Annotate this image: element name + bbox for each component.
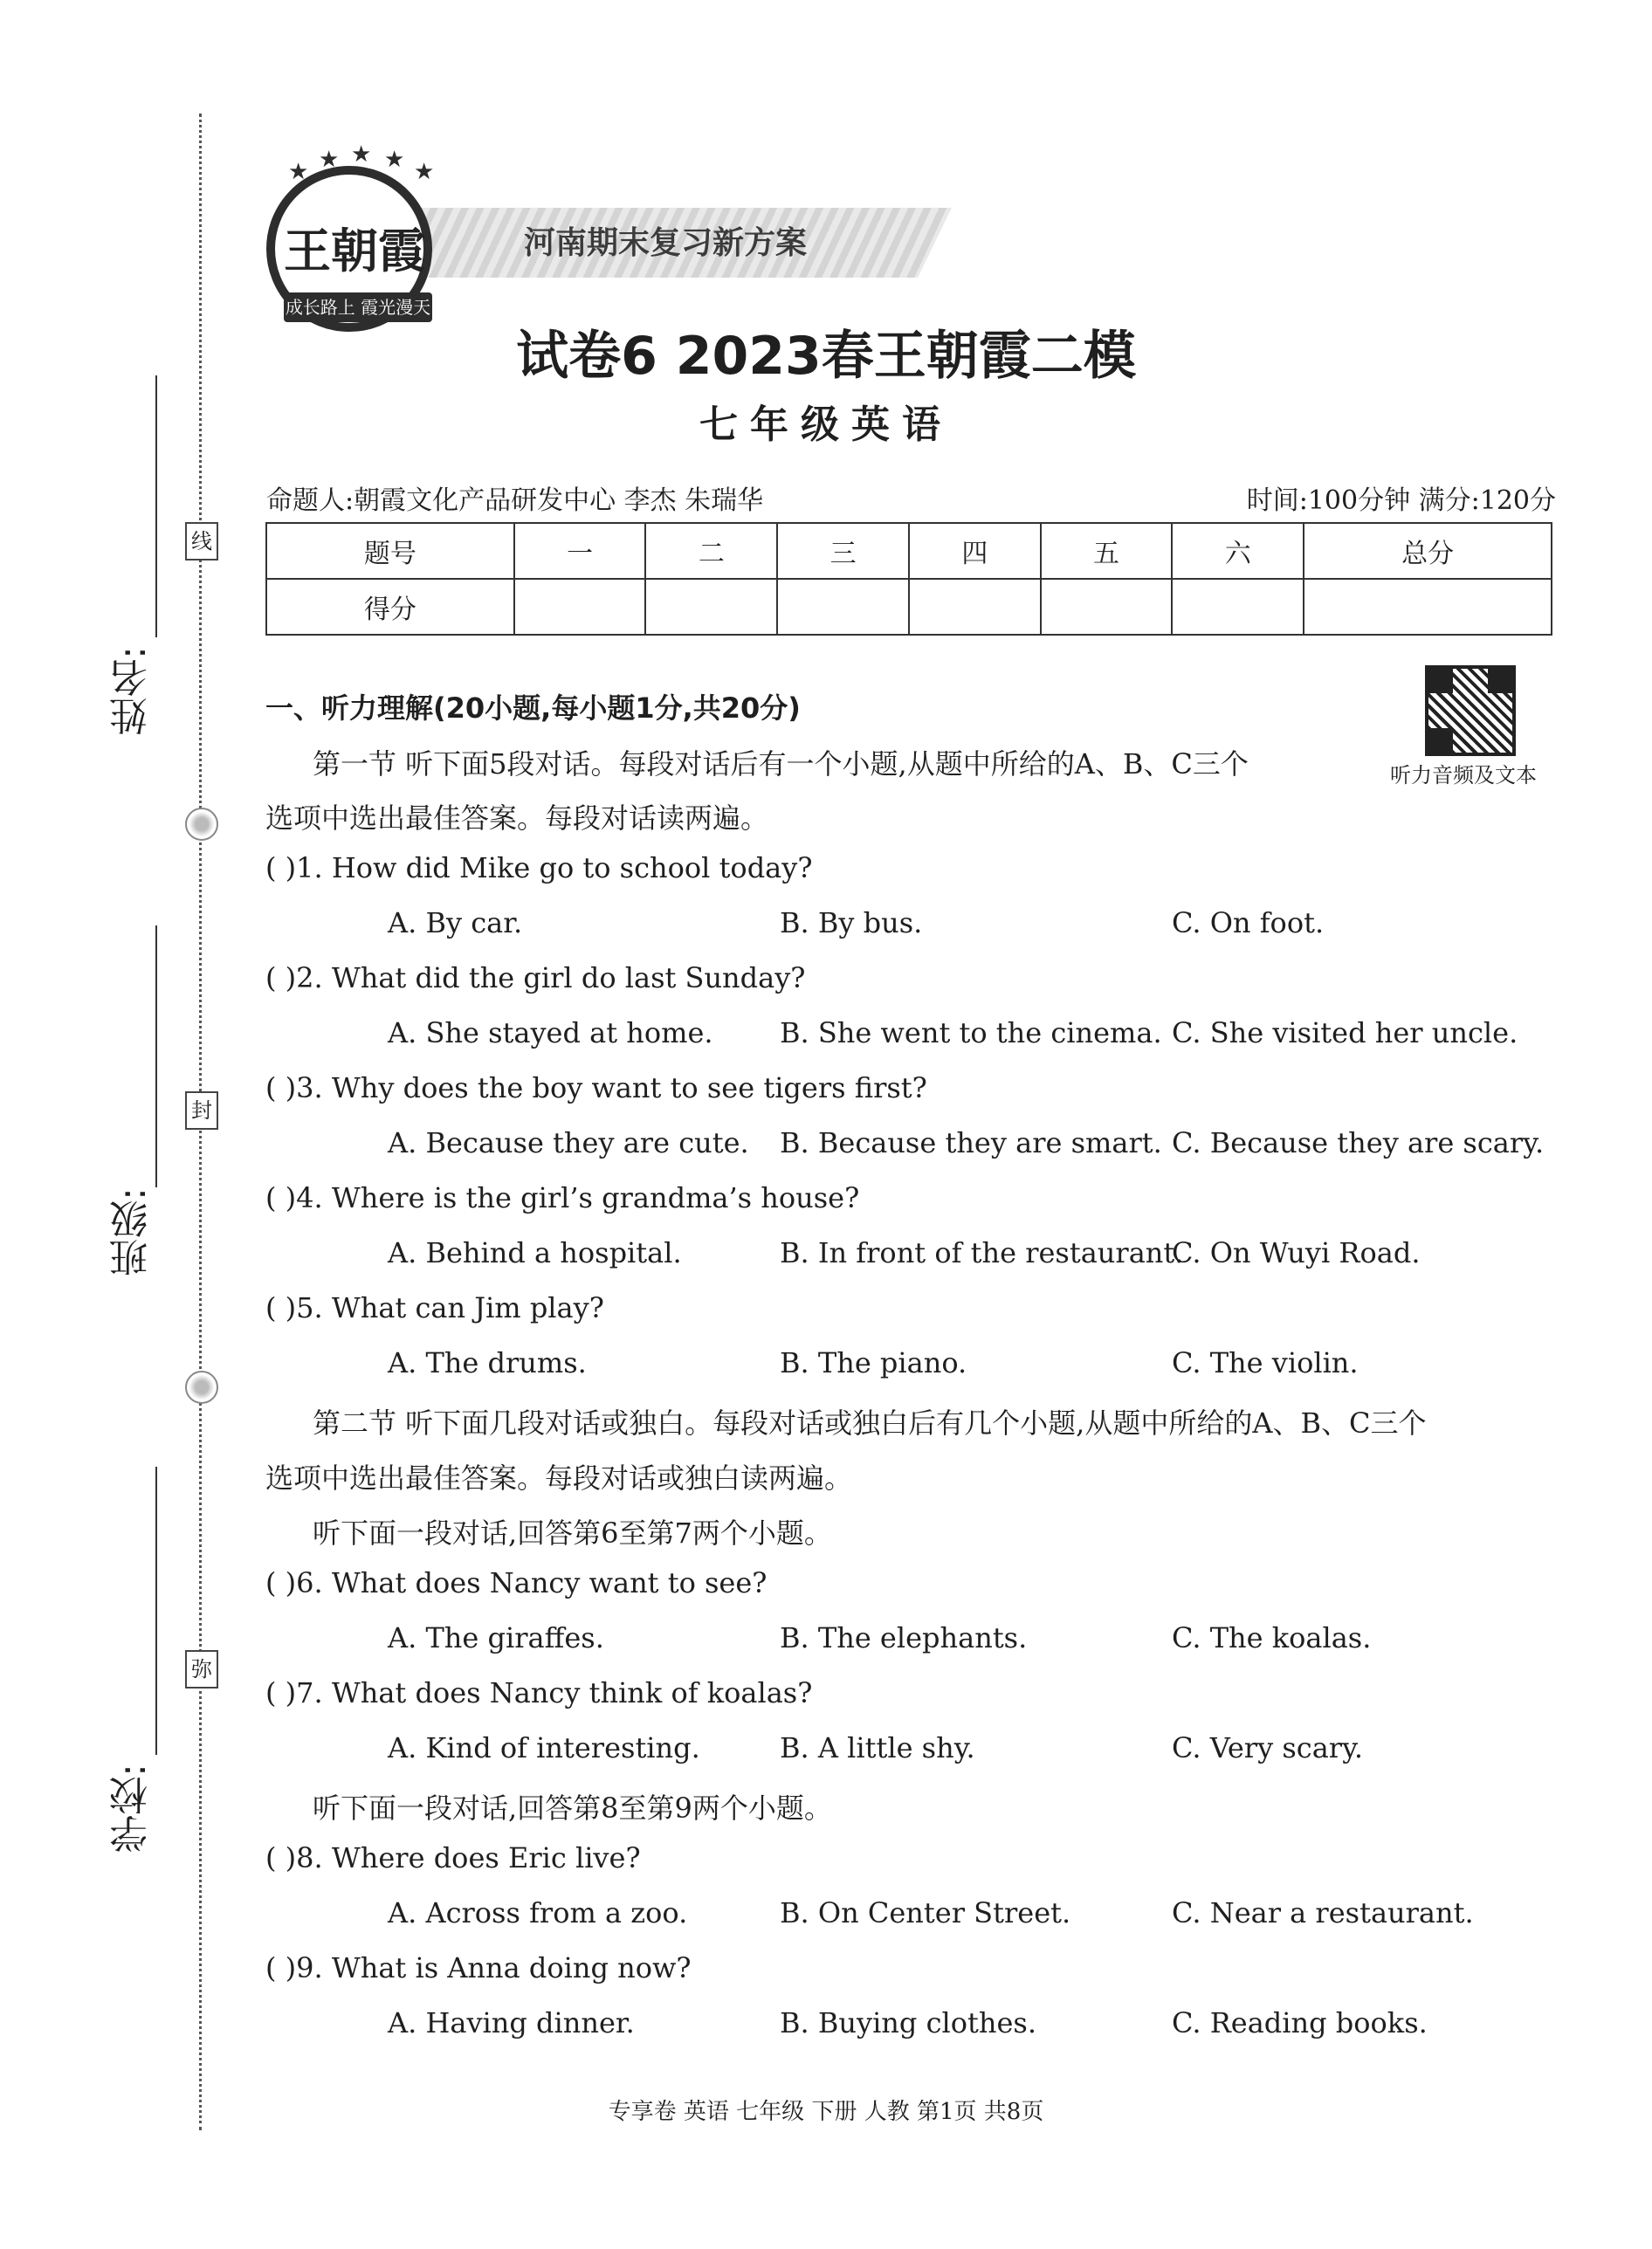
- option-3a[interactable]: A. Because they are cute.: [388, 1126, 749, 1159]
- margin-mark-seal: 封: [185, 1091, 218, 1130]
- option-7a[interactable]: A. Kind of interesting.: [388, 1731, 700, 1764]
- option-8b[interactable]: B. On Center Street.: [780, 1896, 1071, 1929]
- part2-instruction: 第二节 听下面几段对话或独白。每段对话或独白后有几个小题,从题中所给的A、B、C三个: [313, 1406, 1427, 1440]
- author-info: 命题人:朝霞文化产品研发中心 李杰 朱瑞华: [266, 485, 764, 516]
- score-cell[interactable]: [645, 579, 777, 635]
- option-9b[interactable]: B. Buying clothes.: [780, 2006, 1036, 2039]
- option-9a[interactable]: A. Having dinner.: [388, 2006, 635, 2039]
- part1-instruction: 选项中选出最佳答案。每段对话读两遍。: [265, 801, 769, 835]
- question-2: ( )2. What did the girl do last Sunday?: [265, 961, 806, 994]
- star-icon: ★: [288, 159, 309, 185]
- logo-slogan: 成长路上 霞光漫天: [284, 292, 432, 322]
- score-table-header: 三: [777, 523, 909, 579]
- question-4: ( )4. Where is the girl’s grandma’s house?: [265, 1181, 860, 1214]
- option-4c[interactable]: C. On Wuyi Road.: [1172, 1236, 1421, 1269]
- time-score-info: 时间:100分钟 满分:120分: [1246, 485, 1556, 516]
- option-2c[interactable]: C. She visited her uncle.: [1172, 1016, 1518, 1049]
- qr-code-icon[interactable]: [1425, 665, 1516, 756]
- dialogue-instruction: 听下面一段对话,回答第8至第9两个小题。: [313, 1792, 832, 1825]
- school-field-label: 学校:: [110, 1764, 155, 1854]
- option-1a[interactable]: A. By car.: [388, 906, 523, 939]
- score-cell[interactable]: [1172, 579, 1304, 635]
- margin-mark-close: 弥: [185, 1650, 218, 1688]
- option-1b[interactable]: B. By bus.: [780, 906, 923, 939]
- school-field-line[interactable]: [155, 1467, 157, 1755]
- option-5c[interactable]: C. The violin.: [1172, 1346, 1359, 1379]
- question-7: ( )7. What does Nancy think of koalas?: [265, 1676, 813, 1709]
- score-cell[interactable]: [909, 579, 1041, 635]
- option-3b[interactable]: B. Because they are smart.: [780, 1126, 1162, 1159]
- score-table-row: [266, 579, 1552, 635]
- option-7b[interactable]: B. A little shy.: [780, 1731, 975, 1764]
- option-3c[interactable]: C. Because they are scary.: [1172, 1126, 1545, 1159]
- star-icon: ★: [414, 159, 435, 185]
- option-5b[interactable]: B. The piano.: [780, 1346, 967, 1379]
- score-table: [265, 522, 1552, 636]
- question-9: ( )9. What is Anna doing now?: [265, 1951, 692, 1984]
- star-icon: ★: [384, 147, 405, 173]
- option-5a[interactable]: A. The drums.: [388, 1346, 587, 1379]
- score-table-header: 二: [645, 523, 777, 579]
- option-8c[interactable]: C. Near a restaurant.: [1172, 1896, 1474, 1929]
- score-cell[interactable]: [1041, 579, 1173, 635]
- name-field-label: 姓名:: [110, 646, 155, 736]
- question-3: ( )3. Why does the boy want to see tigers first?: [265, 1071, 927, 1104]
- page-subtitle: 七年级英语: [699, 402, 953, 447]
- option-2a[interactable]: A. She stayed at home.: [388, 1016, 713, 1049]
- page-footer: 专享卷 英语 七年级 下册 人教 第1页 共8页: [608, 2099, 1044, 2125]
- score-table-header: 五: [1041, 523, 1173, 579]
- option-1c[interactable]: C. On foot.: [1172, 906, 1325, 939]
- part1-instruction: 第一节 听下面5段对话。每段对话后有一个小题,从题中所给的A、B、C三个: [313, 747, 1249, 781]
- score-cell[interactable]: [514, 579, 646, 635]
- banner-text: 河南期末复习新方案: [524, 225, 808, 261]
- section-heading: 一、听力理解(20小题,每小题1分,共20分): [265, 691, 801, 725]
- score-table-header: 六: [1172, 523, 1304, 579]
- class-field-label: 班级:: [110, 1187, 155, 1277]
- option-7c[interactable]: C. Very scary.: [1172, 1731, 1364, 1764]
- option-4b[interactable]: B. In front of the restaurant.: [780, 1236, 1184, 1269]
- dialogue-instruction: 听下面一段对话,回答第6至第7两个小题。: [313, 1517, 832, 1550]
- binding-hole-icon: [185, 1371, 218, 1404]
- class-field-line[interactable]: [155, 925, 157, 1187]
- margin-mark-line: 线: [185, 522, 218, 561]
- question-6: ( )6. What does Nancy want to see?: [265, 1566, 767, 1599]
- score-cell[interactable]: [1304, 579, 1552, 635]
- option-9c[interactable]: C. Reading books.: [1172, 2006, 1428, 2039]
- score-table-header-row: [266, 523, 1552, 579]
- score-table-header: 四: [909, 523, 1041, 579]
- option-8a[interactable]: A. Across from a zoo.: [388, 1896, 688, 1929]
- score-table-header: 一: [514, 523, 646, 579]
- score-row-label: 得分: [266, 579, 514, 635]
- option-6c[interactable]: C. The koalas.: [1172, 1621, 1372, 1654]
- question-8: ( )8. Where does Eric live?: [265, 1841, 641, 1874]
- score-cell[interactable]: [777, 579, 909, 635]
- score-table-header: 题号: [266, 523, 514, 579]
- option-6a[interactable]: A. The giraffes.: [388, 1621, 604, 1654]
- qr-label: 听力音频及文本: [1390, 763, 1537, 787]
- star-icon: ★: [319, 147, 340, 173]
- part2-instruction: 选项中选出最佳答案。每段对话或独白读两遍。: [265, 1462, 853, 1495]
- page-title: 试卷6 2023春王朝霞二模: [516, 326, 1136, 387]
- star-icon: ★: [351, 141, 372, 168]
- question-1: ( )1. How did Mike go to school today?: [265, 851, 813, 884]
- option-2b[interactable]: B. She went to the cinema.: [780, 1016, 1162, 1049]
- option-4a[interactable]: A. Behind a hospital.: [388, 1236, 682, 1269]
- logo-name: 王朝霞: [284, 223, 425, 279]
- binding-hole-icon: [185, 808, 218, 841]
- option-6b[interactable]: B. The elephants.: [780, 1621, 1028, 1654]
- score-table-header: 总分: [1304, 523, 1552, 579]
- question-5: ( )5. What can Jim play?: [265, 1291, 604, 1324]
